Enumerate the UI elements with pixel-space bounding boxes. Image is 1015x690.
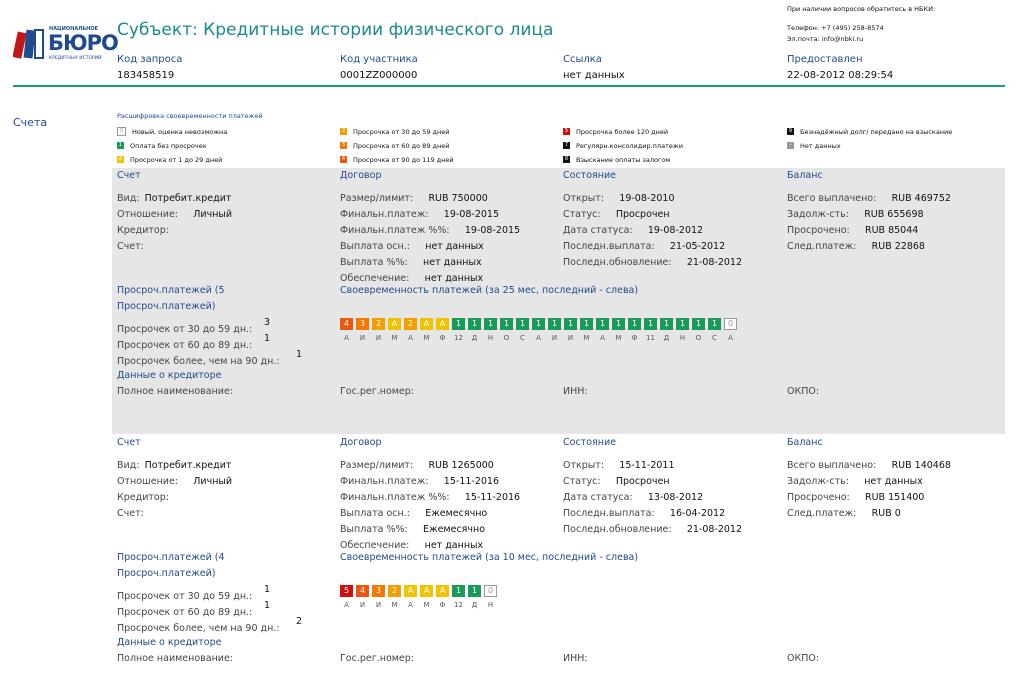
status-date-label: Дата статуса:: [563, 492, 633, 503]
month-label: А: [344, 601, 349, 609]
total-paid-value: RUB 140468: [891, 460, 951, 471]
month-label: С: [520, 334, 525, 342]
payment-cell: 4: [340, 318, 353, 330]
payment-months: [340, 334, 737, 342]
link-value: нет данных: [563, 70, 625, 81]
overdue-label: Просрочено:: [787, 492, 850, 503]
legend-swatch: 1: [118, 142, 123, 148]
payment-cell: 2: [372, 318, 385, 330]
next-payment-label: След.платеж:: [787, 508, 857, 519]
payment-cell: 1: [452, 318, 465, 330]
month-label: А: [344, 334, 349, 342]
account-2-overdue: [117, 552, 337, 632]
last-update-value: 21-08-2012: [686, 524, 743, 535]
collateral-label: Обеспечение:: [340, 540, 410, 551]
legend-swatch: 2: [341, 128, 346, 134]
status-date-value: 13-08-2012: [647, 492, 704, 503]
payment-cell: 1: [468, 585, 481, 597]
last-payment-label: Последн.выплата:: [563, 508, 655, 519]
collateral-value: нет данных: [424, 273, 484, 284]
opened-label: Открыт:: [563, 460, 605, 471]
legend-item: [117, 154, 227, 165]
payment-cell: 1: [644, 318, 657, 330]
pct-payment-label: Выплата %%:: [340, 524, 408, 535]
last-payment-value: 16-04-2012: [669, 508, 726, 519]
payment-cell: 1: [484, 318, 497, 330]
payment-cell: A: [388, 318, 401, 330]
request-code-label: Код запроса: [117, 54, 183, 65]
limit-value: RUB 1265000: [428, 460, 494, 471]
month-label: Н: [679, 334, 686, 342]
next-payment-value: RUB 22868: [871, 241, 925, 252]
link-label: Ссылка: [563, 54, 602, 65]
state-heading: Состояние: [563, 170, 616, 181]
month-label: И: [375, 334, 382, 342]
month-label: И: [551, 334, 558, 342]
month-label: Д: [471, 601, 478, 609]
payment-cells: [340, 585, 497, 597]
limit-label: Размер/лимит:: [340, 460, 414, 471]
month-label: Д: [663, 334, 670, 342]
payment-cell: 1: [692, 318, 705, 330]
principal-label: Выплата осн.:: [340, 241, 410, 252]
page-title: Субъект: Кредитные истории физического лица: [117, 20, 554, 40]
legend-text: Просрочка от 30 до 59 дней: [353, 127, 450, 136]
payment-cell: 0: [484, 585, 497, 597]
payment-months: [340, 601, 497, 609]
payment-cell: A: [436, 318, 449, 330]
payment-cell: 1: [564, 318, 577, 330]
last-update-label: Последн.обновление:: [563, 257, 672, 268]
logo-bottom-text: КРЕДИТНЫХ ИСТОРИЙ: [49, 56, 102, 61]
debt-value: нет данных: [864, 476, 923, 487]
final-payment-value: 19-08-2015: [443, 209, 500, 220]
month-label: М: [583, 334, 590, 342]
last-payment-value: 21-05-2012: [669, 241, 726, 252]
month-label: М: [423, 334, 430, 342]
reg-no-label: Гос.рег.номер:: [340, 386, 415, 397]
month-label: 12: [454, 601, 463, 609]
final-payment-pct-value: 15-11-2016: [464, 492, 521, 503]
type-value: Потребит.кредит: [144, 193, 232, 204]
month-label: С: [712, 334, 717, 342]
payment-cell: 1: [612, 318, 625, 330]
section-title: Счета: [13, 116, 48, 129]
month-label: И: [567, 334, 574, 342]
month-label: Н: [487, 601, 494, 609]
account-1-col-contract: [340, 170, 520, 282]
legend-item: [117, 140, 227, 151]
legend-text: Просрочка более 120 дней: [576, 127, 669, 136]
legend-col-3: [563, 126, 683, 165]
account-2-col-balance: [787, 437, 951, 517]
next-payment-label: След.платеж:: [787, 241, 857, 252]
full-name-label: Полное наименование:: [117, 386, 234, 397]
balance-heading: Баланс: [787, 437, 823, 448]
debt-label: Задолж-сть:: [787, 209, 849, 220]
debt-value: RUB 655698: [864, 209, 924, 220]
month-label: М: [615, 334, 622, 342]
collateral-label: Обеспечение:: [340, 273, 410, 284]
month-label: А: [728, 334, 733, 342]
type-label: Вид:: [117, 193, 140, 204]
od60-value: 1: [264, 600, 271, 611]
okpo-label: ОКПО:: [787, 386, 820, 397]
legend-text: Безнадёжный долг/ передано на взыскание: [800, 127, 953, 136]
payment-cell: 1: [532, 318, 545, 330]
od90-label: Просрочек более, чем на 90 дн.:: [117, 623, 280, 634]
reg-no-label: Гос.рег.номер:: [340, 653, 415, 664]
contract-heading: Договор: [340, 170, 382, 181]
legend-swatch: 3: [341, 142, 346, 148]
payment-cell: 1: [660, 318, 673, 330]
pct-payment-value: нет данных: [423, 257, 482, 268]
contact-line: При наличии вопросов обратитесь в НБКИ:: [787, 5, 936, 13]
contract-heading: Договор: [340, 437, 382, 448]
legend-item: [563, 154, 683, 165]
legend-swatch: 4: [341, 156, 346, 162]
month-label: Ф: [439, 334, 446, 342]
creditor-data-heading: Данные о кредиторе: [117, 370, 222, 381]
account-1-overdue: [117, 285, 337, 365]
legend-text: Просрочка от 90 до 119 дней: [353, 155, 454, 164]
month-label: О: [695, 334, 702, 342]
relation-label: Отношение:: [117, 476, 179, 487]
contact-phone: Телефон: +7 (495) 258-8574: [787, 24, 884, 32]
overdue-value: RUB 151400: [865, 492, 925, 503]
overdue-title-cont: Просроч.платежей): [117, 301, 216, 312]
opened-value: 15-11-2011: [619, 460, 675, 471]
request-code: 183458519: [117, 70, 175, 81]
overdue-title: Просроч.платежей (5: [117, 285, 225, 296]
limit-value: RUB 750000: [428, 193, 488, 204]
payment-cell: A: [420, 585, 433, 597]
payment-cell: 1: [548, 318, 561, 330]
acct-label: Счет:: [117, 508, 144, 519]
payment-cell: 3: [356, 318, 369, 330]
last-update-label: Последн.обновление:: [563, 524, 672, 535]
last-payment-label: Последн.выплата:: [563, 241, 655, 252]
payment-cell: 1: [596, 318, 609, 330]
legend-swatch: A: [118, 156, 123, 162]
status-label: Статус:: [563, 476, 601, 487]
acct-label: Счет:: [117, 241, 144, 252]
legend-text: Нет данных: [800, 141, 841, 150]
final-payment-pct-value: 19-08-2015: [464, 225, 521, 236]
payment-cell: 2: [404, 318, 417, 330]
legend-col-4: [787, 126, 952, 151]
total-paid-value: RUB 469752: [891, 193, 951, 204]
legend-item: [563, 140, 683, 151]
payment-cell: 1: [580, 318, 593, 330]
legend-col-1: [117, 126, 227, 165]
payment-cells: [340, 318, 737, 330]
timeline-title: Своевременность платежей (за 10 мес, последний - слева): [340, 552, 639, 563]
inn-label: ИНН:: [563, 653, 588, 664]
full-name-label: Полное наименование:: [117, 653, 234, 664]
timeline-title: Своевременность платежей (за 25 мес, последний - слева): [340, 285, 639, 296]
legend-item: [787, 126, 952, 137]
month-label: И: [375, 601, 382, 609]
header-divider: [13, 85, 1005, 87]
creditor-label: Кредитор:: [117, 225, 169, 236]
next-payment-value: RUB 0: [871, 508, 901, 519]
final-payment-label: Финальн.платеж:: [340, 476, 429, 487]
account-heading: Счет: [117, 170, 141, 181]
provided-label: Предоставлен: [787, 54, 863, 65]
od90-value: 2: [296, 616, 303, 627]
legend-item: [340, 126, 454, 137]
member-code: 0001ZZ000000: [340, 70, 418, 81]
final-payment-label: Финальн.платеж:: [340, 209, 429, 220]
payment-cell: A: [420, 318, 433, 330]
legend-text: Регулярн.консолидир.платежи: [576, 141, 683, 150]
month-label: М: [423, 601, 430, 609]
legend-swatch: 9: [788, 128, 793, 134]
inn-label: ИНН:: [563, 386, 588, 397]
legend-text: Просрочка от 60 до 89 дней: [353, 141, 450, 150]
od30-value: 1: [264, 584, 271, 595]
overdue-label: Просрочено:: [787, 225, 850, 236]
legend-text: Взыскание оплаты залогом: [576, 155, 671, 164]
overdue-value: RUB 85044: [865, 225, 919, 236]
opened-label: Открыт:: [563, 193, 605, 204]
payment-cell: 4: [356, 585, 369, 597]
legend-item: [340, 154, 454, 165]
month-label: И: [359, 334, 366, 342]
legend-item: [787, 140, 952, 151]
month-label: А: [408, 601, 413, 609]
final-payment-pct-label: Финальн.платеж %%:: [340, 225, 450, 236]
legend-swatch: 5: [564, 128, 569, 134]
limit-label: Размер/лимит:: [340, 193, 414, 204]
final-payment-value: 15-11-2016: [443, 476, 500, 487]
total-paid-label: Всего выплачено:: [787, 460, 877, 471]
month-label: Д: [471, 334, 478, 342]
account-heading: Счет: [117, 437, 141, 448]
account-2-col-account: [117, 437, 232, 517]
account-2-col-contract: [340, 437, 520, 549]
legend-text: Просрочка от 1 до 29 дней: [130, 155, 223, 164]
month-label: Ф: [631, 334, 638, 342]
month-label: 11: [646, 334, 655, 342]
payment-cell: 5: [340, 585, 353, 597]
overdue-title-cont: Просроч.платежей): [117, 568, 216, 579]
type-label: Вид:: [117, 460, 140, 471]
payment-cell: A: [404, 585, 417, 597]
legend-swatch: –: [787, 142, 794, 149]
status-value: Просрочен: [615, 476, 670, 487]
account-1-col-balance: [787, 170, 951, 250]
final-payment-pct-label: Финальн.платеж %%:: [340, 492, 450, 503]
month-label: А: [536, 334, 541, 342]
payment-cell: 1: [628, 318, 641, 330]
principal-value: нет данных: [425, 241, 484, 252]
relation-value: Личный: [193, 476, 233, 487]
od60-label: Просрочек от 60 до 89 дн.:: [117, 607, 253, 618]
balance-heading: Баланс: [787, 170, 823, 181]
contact-email: Эл.почта: info@nbki.ru: [787, 35, 864, 43]
payment-cell: 3: [372, 585, 385, 597]
account-1-col-state: [563, 170, 742, 266]
overdue-title: Просроч.платежей (4: [117, 552, 225, 563]
payment-cell: 2: [388, 585, 401, 597]
member-code-label: Код участника: [340, 54, 418, 65]
payment-cell: 1: [452, 585, 465, 597]
month-label: О: [503, 334, 510, 342]
status-label: Статус:: [563, 209, 601, 220]
pct-payment-value: Ежемесячно: [423, 524, 486, 535]
payment-cell: 1: [708, 318, 721, 330]
opened-value: 19-08-2010: [619, 193, 675, 204]
legend-col-2: [340, 126, 454, 165]
od90-label: Просрочек более, чем на 90 дн.:: [117, 356, 280, 367]
month-label: М: [391, 601, 398, 609]
legend-item: [117, 126, 227, 137]
od30-value: 3: [264, 317, 271, 328]
creditor-data-heading: Данные о кредиторе: [117, 637, 222, 648]
status-date-value: 19-08-2012: [647, 225, 704, 236]
legend-text: Оплата без просрочек: [130, 141, 207, 150]
month-label: И: [359, 601, 366, 609]
payment-cell: 1: [468, 318, 481, 330]
account-1-col-account: [117, 170, 232, 250]
month-label: А: [600, 334, 605, 342]
status-date-label: Дата статуса:: [563, 225, 633, 236]
type-value: Потребит.кредит: [144, 460, 232, 471]
legend-item: [563, 126, 683, 137]
debt-label: Задолж-сть:: [787, 476, 849, 487]
month-label: М: [391, 334, 398, 342]
payment-cell: A: [436, 585, 449, 597]
logo-main-text: БЮРО: [48, 31, 118, 55]
od90-value: 1: [296, 349, 303, 360]
legend-title: Расшифровка своевременности платежей: [117, 112, 263, 120]
payment-cell: 1: [676, 318, 689, 330]
legend-item: [340, 140, 454, 151]
month-label: Ф: [439, 601, 446, 609]
collateral-value: нет данных: [424, 540, 484, 551]
payment-cell: 1: [500, 318, 513, 330]
status-value: Просрочен: [615, 209, 670, 220]
od60-value: 1: [264, 333, 271, 344]
principal-label: Выплата осн.:: [340, 508, 410, 519]
legend-swatch: 0: [117, 127, 126, 136]
creditor-label: Кредитор:: [117, 492, 169, 503]
provided-value: 22-08-2012 08:29:54: [787, 70, 894, 81]
od30-label: Просрочек от 30 до 59 дн.:: [117, 591, 253, 602]
pct-payment-label: Выплата %%:: [340, 257, 408, 268]
account-2-col-state: [563, 437, 742, 533]
relation-label: Отношение:: [117, 209, 179, 220]
month-label: Н: [487, 334, 494, 342]
principal-value: Ежемесячно: [425, 508, 488, 519]
last-update-value: 21-08-2012: [686, 257, 743, 268]
payment-cell: 1: [516, 318, 529, 330]
month-label: 12: [454, 334, 463, 342]
logo-top-text: НАЦИОНАЛЬНОЕ: [49, 26, 98, 32]
relation-value: Личный: [193, 209, 233, 220]
nbki-logo: [13, 26, 118, 64]
od60-label: Просрочек от 60 до 89 дн.:: [117, 340, 253, 351]
total-paid-label: Всего выплачено:: [787, 193, 877, 204]
legend-text: Новый, оценка невозможна: [132, 127, 228, 136]
payment-cell: 0: [724, 318, 737, 330]
month-label: А: [408, 334, 413, 342]
od30-label: Просрочек от 30 до 59 дн.:: [117, 324, 253, 335]
okpo-label: ОКПО:: [787, 653, 820, 664]
state-heading: Состояние: [563, 437, 616, 448]
legend-swatch: 8: [564, 156, 569, 162]
legend-swatch: 7: [564, 142, 569, 148]
contact-info: [787, 4, 935, 45]
